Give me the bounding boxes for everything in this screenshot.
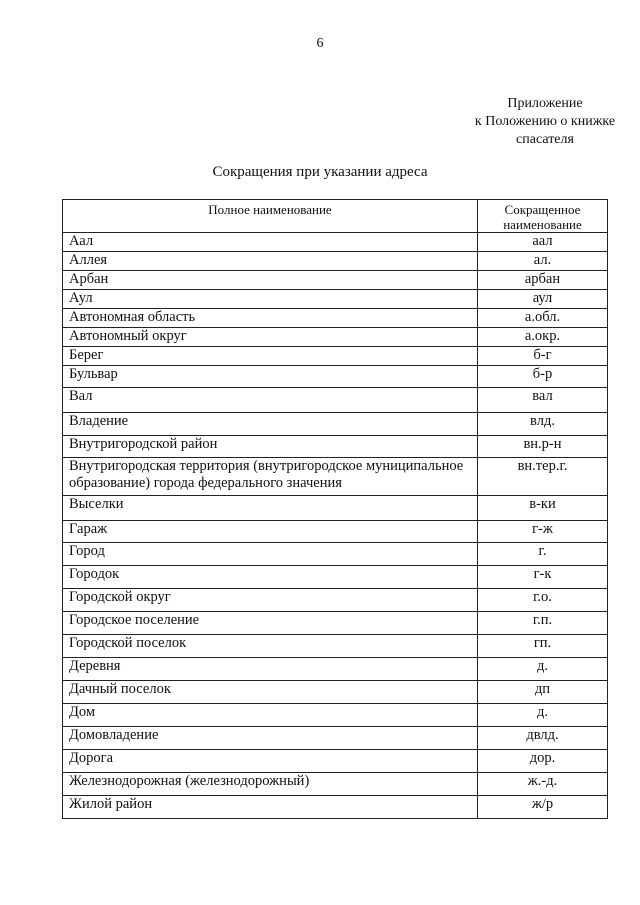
table-row <box>63 704 608 727</box>
table-row <box>63 681 608 704</box>
cell-full-name: Гараж <box>63 521 478 543</box>
cell-short-name: дор. <box>478 750 608 773</box>
cell-full-name: Аул <box>63 290 478 309</box>
table-row <box>63 328 608 347</box>
table-row <box>63 388 608 413</box>
cell-short-name: д. <box>478 658 608 681</box>
appendix-line-1: Приложение <box>507 96 583 111</box>
cell-full-name: Выселки <box>63 496 478 521</box>
table-row <box>63 458 608 496</box>
cell-short-name: вн.р-н <box>478 436 608 458</box>
cell-full-name: Внутригородской район <box>63 436 478 458</box>
cell-full-name: Город <box>63 543 478 566</box>
table-body <box>63 233 608 819</box>
cell-short-name: г. <box>478 543 608 566</box>
cell-full-name: Бульвар <box>63 366 478 388</box>
cell-full-name: Городок <box>63 566 478 589</box>
appendix-note <box>420 95 640 149</box>
cell-short-name: б-г <box>478 347 608 366</box>
table-row <box>63 252 608 271</box>
cell-full-name: Городской округ <box>63 589 478 612</box>
cell-full-name: Дом <box>63 704 478 727</box>
cell-full-name: Домовладение <box>63 727 478 750</box>
cell-short-name: гп. <box>478 635 608 658</box>
table-row <box>63 436 608 458</box>
table-row <box>63 773 608 796</box>
cell-short-name: а.обл. <box>478 309 608 328</box>
cell-full-name: Автономный округ <box>63 328 478 347</box>
table-row <box>63 233 608 252</box>
abbreviations-table <box>62 199 608 819</box>
cell-short-name: вал <box>478 388 608 413</box>
cell-short-name: г.п. <box>478 612 608 635</box>
cell-short-name: в-ки <box>478 496 608 521</box>
cell-short-name: аал <box>478 233 608 252</box>
cell-short-name: дп <box>478 681 608 704</box>
cell-full-name: Автономная область <box>63 309 478 328</box>
cell-full-name: Дачный поселок <box>63 681 478 704</box>
cell-short-name: ал. <box>478 252 608 271</box>
cell-full-name: Железнодорожная (железнодорожный) <box>63 773 478 796</box>
page-number: 6 <box>316 36 324 51</box>
table-header-row <box>63 200 608 233</box>
table-row <box>63 589 608 612</box>
cell-short-name: двлд. <box>478 727 608 750</box>
table-row <box>63 366 608 388</box>
cell-full-name: Вал <box>63 388 478 413</box>
cell-short-name: аул <box>478 290 608 309</box>
table-row <box>63 543 608 566</box>
cell-short-name: вн.тер.г. <box>478 458 608 496</box>
cell-full-name: Городской поселок <box>63 635 478 658</box>
appendix-line-2: к Положению о книжке <box>474 114 616 129</box>
cell-short-name: арбан <box>478 271 608 290</box>
header-full-name: Полное наименование <box>63 200 478 233</box>
table-row <box>63 566 608 589</box>
table-row <box>63 309 608 328</box>
cell-full-name: Аал <box>63 233 478 252</box>
cell-full-name: Деревня <box>63 658 478 681</box>
table-row <box>63 635 608 658</box>
table-row <box>63 658 608 681</box>
cell-short-name: ж.-д. <box>478 773 608 796</box>
table-row <box>63 521 608 543</box>
cell-full-name: Жилой район <box>63 796 478 819</box>
table-row <box>63 727 608 750</box>
cell-short-name: г.о. <box>478 589 608 612</box>
table-row <box>63 290 608 309</box>
cell-full-name: Владение <box>63 413 478 436</box>
cell-full-name: Внутригородская территория (внутригородское муниципальное образование) города федерального значения <box>63 458 478 496</box>
appendix-line-3: спасателя <box>516 132 574 147</box>
cell-short-name: г-к <box>478 566 608 589</box>
cell-short-name: влд. <box>478 413 608 436</box>
table-row <box>63 413 608 436</box>
cell-short-name: д. <box>478 704 608 727</box>
cell-short-name: а.окр. <box>478 328 608 347</box>
cell-full-name: Дорога <box>63 750 478 773</box>
cell-short-name: ж/р <box>478 796 608 819</box>
table-row <box>63 796 608 819</box>
cell-short-name: б-р <box>478 366 608 388</box>
table-row <box>63 612 608 635</box>
cell-short-name: г-ж <box>478 521 608 543</box>
document-heading: Сокращения при указании адреса <box>212 164 428 180</box>
cell-full-name: Аллея <box>63 252 478 271</box>
cell-full-name: Берег <box>63 347 478 366</box>
cell-full-name: Арбан <box>63 271 478 290</box>
header-short-name: Сокращенное наименование <box>478 200 608 233</box>
cell-full-name: Городское поселение <box>63 612 478 635</box>
table-row <box>63 750 608 773</box>
table-row <box>63 347 608 366</box>
table-row <box>63 496 608 521</box>
table-row <box>63 271 608 290</box>
